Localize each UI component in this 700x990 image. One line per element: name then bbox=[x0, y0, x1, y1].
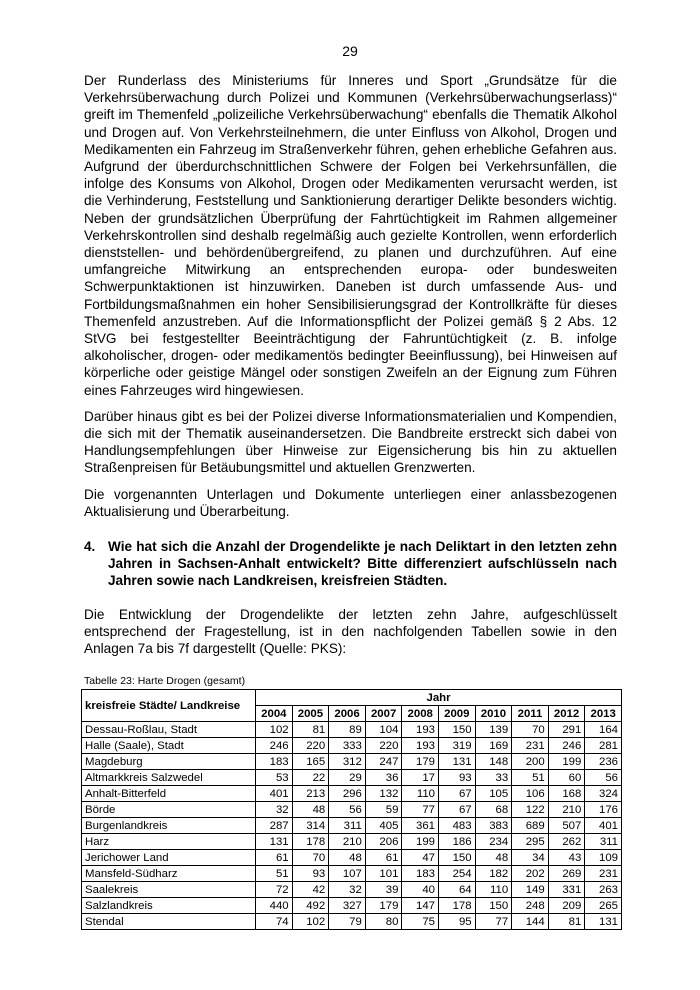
table-cell: 32 bbox=[256, 802, 293, 818]
table-cell: 144 bbox=[512, 914, 549, 930]
table-cell: 220 bbox=[292, 738, 329, 754]
table-cell: 231 bbox=[512, 738, 549, 754]
year-header: 2004 bbox=[256, 706, 293, 722]
table-cell: 265 bbox=[585, 898, 622, 914]
table-cell: 106 bbox=[512, 786, 549, 802]
table-cell: 48 bbox=[329, 850, 366, 866]
table-cell: 296 bbox=[329, 786, 366, 802]
year-group-header: Jahr bbox=[256, 690, 622, 706]
table-row bbox=[82, 818, 622, 834]
table-cell: 247 bbox=[365, 754, 402, 770]
table-cell: 48 bbox=[475, 850, 512, 866]
table-cell: 59 bbox=[365, 802, 402, 818]
table-cell: 193 bbox=[402, 738, 439, 754]
table-cell: 311 bbox=[585, 834, 622, 850]
region-name: Dessau-Roßlau, Stadt bbox=[82, 722, 256, 738]
table-row bbox=[82, 834, 622, 850]
region-name: Halle (Saale), Stadt bbox=[82, 738, 256, 754]
table-cell: 104 bbox=[365, 722, 402, 738]
table-cell: 311 bbox=[329, 818, 366, 834]
region-name: Salzlandkreis bbox=[82, 898, 256, 914]
table-cell: 56 bbox=[329, 802, 366, 818]
corner-header: kreisfreie Städte/ Landkreise bbox=[82, 690, 256, 722]
table-cell: 61 bbox=[365, 850, 402, 866]
table-cell: 81 bbox=[292, 722, 329, 738]
table-cell: 95 bbox=[439, 914, 476, 930]
table-cell: 169 bbox=[475, 738, 512, 754]
table-cell: 89 bbox=[329, 722, 366, 738]
table-cell: 43 bbox=[548, 850, 585, 866]
table-cell: 199 bbox=[402, 834, 439, 850]
table-cell: 333 bbox=[329, 738, 366, 754]
table-row bbox=[82, 786, 622, 802]
region-name: Harz bbox=[82, 834, 256, 850]
year-header: 2013 bbox=[585, 706, 622, 722]
table-cell: 33 bbox=[475, 770, 512, 786]
table-cell: 131 bbox=[585, 914, 622, 930]
table-cell: 231 bbox=[585, 866, 622, 882]
table-cell: 74 bbox=[256, 914, 293, 930]
table-cell: 75 bbox=[402, 914, 439, 930]
table-cell: 149 bbox=[512, 882, 549, 898]
table-cell: 122 bbox=[512, 802, 549, 818]
region-name: Magdeburg bbox=[82, 754, 256, 770]
table-cell: 68 bbox=[475, 802, 512, 818]
table-cell: 183 bbox=[256, 754, 293, 770]
table-cell: 178 bbox=[292, 834, 329, 850]
table-cell: 110 bbox=[402, 786, 439, 802]
table-cell: 40 bbox=[402, 882, 439, 898]
table-cell: 401 bbox=[585, 818, 622, 834]
table-cell: 64 bbox=[439, 882, 476, 898]
table-cell: 689 bbox=[512, 818, 549, 834]
year-header: 2007 bbox=[365, 706, 402, 722]
table-cell: 80 bbox=[365, 914, 402, 930]
paragraph: Die vorgenannten Unterlagen und Dokumente unterliegen einer anlassbezogenen Aktualisierung und Überarbeitung. bbox=[84, 486, 617, 519]
table-cell: 331 bbox=[548, 882, 585, 898]
table-cell: 51 bbox=[256, 866, 293, 882]
table-cell: 263 bbox=[585, 882, 622, 898]
region-name: Stendal bbox=[82, 914, 256, 930]
region-name: Börde bbox=[82, 802, 256, 818]
table-cell: 72 bbox=[256, 882, 293, 898]
table-cell: 179 bbox=[402, 754, 439, 770]
table-cell: 34 bbox=[512, 850, 549, 866]
table-cell: 287 bbox=[256, 818, 293, 834]
paragraph: Der Runderlass des Ministeriums für Inneres und Sport „Grundsätze für die Verkehrsüberwachung durch Polizei und Kommunen (Verkehrsüberwachungserlass)“ greift im Themenfeld „polizeiliche Verkehrsüberwachung“ ebenfalls die Thematik Alkohol und Drogen auf. Von Verkehrsteilnehmern, die unter Einfluss von Alkohol, Drogen und Medikamenten ein Fahrzeug im Straßenverkehr führen, gehen erhebliche Gefahren aus. Aufgrund der überdurchschnittlichen Schwere der Folgen bei Verkehrsunfällen, die infolge des Konsums von Alkohol, Drogen oder Medikamenten verursacht werden, ist die Verhinderung, Feststellung und Sanktionierung derartiger Delikte besonders wichtig. Neben der grundsätzlichen Überprüfung der Fahrtüchtigkeit im Rahmen allgemeiner Verkehrskontrollen sind deshalb regelmäßig auch gezielte Kontrollen, wenn erforderlich dienststellen- und behördenübergreifend, zu planen und durchzuführen. Auf eine umfangreiche Mitwirkung an entsprechenden europa- oder bundesweiten Schwerpunktaktionen ist hinzuwirken. Daneben ist durch umfassende Aus- und Fortbildungsmaßnahmen ein hoher Sensibilisierungsgrad der Kontrollkräfte für dieses Themenfeld anzustreben. Auf die Informationspflicht der Polizei gemäß § 2 Abs. 12 StVG bei festgestellter Beeinträchtigung der Fahruntüchtigkeit (z. B. infolge alkoholischer, drogen- oder medikamentös bedingter Beeinflussung), bei Hinweisen auf körperliche oder geistige Mängel oder sonstigen Zweifeln an der Eignung zum Führen eines Fahrzeuges wird hingewiesen. bbox=[84, 73, 617, 398]
table-cell: 56 bbox=[585, 770, 622, 786]
table-cell: 107 bbox=[329, 866, 366, 882]
table-cell: 17 bbox=[402, 770, 439, 786]
table-cell: 147 bbox=[402, 898, 439, 914]
table-cell: 193 bbox=[402, 722, 439, 738]
table-cell: 110 bbox=[475, 882, 512, 898]
table-body bbox=[82, 722, 622, 930]
table-cell: 77 bbox=[402, 802, 439, 818]
table-row bbox=[82, 866, 622, 882]
answer-intro: Die Entwicklung der Drogendelikte der letzten zehn Jahre, aufgeschlüsselt entsprechend der Fragestellung, ist in den nachfolgenden Tabellen sowie in den Anlagen 7a bis 7f dargestellt (Quelle: PKS): bbox=[84, 606, 617, 657]
table-cell: 200 bbox=[512, 754, 549, 770]
question-text: Wie hat sich die Anzahl der Drogendelikte je nach Deliktart in den letzten zehn Jahren in Sachsen-Anhalt entwickelt? Bitte differenziert aufschlüsseln nach Jahren sowie nach Landkreisen, kreisfreien Städten. bbox=[108, 539, 617, 589]
table-cell: 39 bbox=[365, 882, 402, 898]
paragraph: Darüber hinaus gibt es bei der Polizei diverse Informationsmaterialien und Kompendien, die sich mit der Thematik auseinandersetzen. Die Bandbreite erstreckt sich dabei von Handlungsempfehlungen über Hinweise zur Eigensicherung bis hin zu aktuellen Straßenpreisen für Betäubungsmittel und aktuellen Grenzwerten. bbox=[84, 408, 617, 476]
table-row bbox=[82, 882, 622, 898]
table-cell: 179 bbox=[365, 898, 402, 914]
region-name: Mansfeld-Südharz bbox=[82, 866, 256, 882]
year-header: 2005 bbox=[292, 706, 329, 722]
table-cell: 213 bbox=[292, 786, 329, 802]
table-cell: 148 bbox=[475, 754, 512, 770]
question-number: 4. bbox=[84, 539, 96, 555]
table-cell: 210 bbox=[329, 834, 366, 850]
table-cell: 36 bbox=[365, 770, 402, 786]
table-cell: 79 bbox=[329, 914, 366, 930]
table-cell: 150 bbox=[439, 850, 476, 866]
table-cell: 246 bbox=[548, 738, 585, 754]
table-cell: 102 bbox=[256, 722, 293, 738]
table-cell: 405 bbox=[365, 818, 402, 834]
table-cell: 483 bbox=[439, 818, 476, 834]
data-table bbox=[81, 689, 622, 930]
table-cell: 101 bbox=[365, 866, 402, 882]
table-row bbox=[82, 898, 622, 914]
table-cell: 210 bbox=[548, 802, 585, 818]
table-cell: 178 bbox=[439, 898, 476, 914]
table-cell: 327 bbox=[329, 898, 366, 914]
table-cell: 70 bbox=[292, 850, 329, 866]
table-cell: 150 bbox=[475, 898, 512, 914]
table-cell: 236 bbox=[585, 754, 622, 770]
region-name: Burgenlandkreis bbox=[82, 818, 256, 834]
table-cell: 168 bbox=[548, 786, 585, 802]
table-cell: 295 bbox=[512, 834, 549, 850]
table-cell: 105 bbox=[475, 786, 512, 802]
table-cell: 262 bbox=[548, 834, 585, 850]
table-row bbox=[82, 770, 622, 786]
table-caption: Tabelle 23: Harte Drogen (gesamt) bbox=[84, 675, 246, 688]
table-cell: 150 bbox=[439, 722, 476, 738]
table-cell: 269 bbox=[548, 866, 585, 882]
table-cell: 248 bbox=[512, 898, 549, 914]
table-row bbox=[82, 722, 622, 738]
table-cell: 254 bbox=[439, 866, 476, 882]
table-cell: 48 bbox=[292, 802, 329, 818]
region-name: Altmarkkreis Salzwedel bbox=[82, 770, 256, 786]
table-row bbox=[82, 738, 622, 754]
year-header: 2010 bbox=[475, 706, 512, 722]
table-cell: 383 bbox=[475, 818, 512, 834]
table-cell: 53 bbox=[256, 770, 293, 786]
table-cell: 22 bbox=[292, 770, 329, 786]
year-header: 2008 bbox=[402, 706, 439, 722]
table-cell: 93 bbox=[292, 866, 329, 882]
table-cell: 139 bbox=[475, 722, 512, 738]
table-cell: 131 bbox=[439, 754, 476, 770]
table-cell: 492 bbox=[292, 898, 329, 914]
table-cell: 361 bbox=[402, 818, 439, 834]
table-row bbox=[82, 754, 622, 770]
table-cell: 401 bbox=[256, 786, 293, 802]
year-header: 2012 bbox=[548, 706, 585, 722]
table-row bbox=[82, 802, 622, 818]
table-cell: 246 bbox=[256, 738, 293, 754]
table-cell: 61 bbox=[256, 850, 293, 866]
table-cell: 77 bbox=[475, 914, 512, 930]
year-header: 2011 bbox=[512, 706, 549, 722]
table-cell: 312 bbox=[329, 754, 366, 770]
table-cell: 220 bbox=[365, 738, 402, 754]
table-cell: 70 bbox=[512, 722, 549, 738]
year-header: 2006 bbox=[329, 706, 366, 722]
table-cell: 132 bbox=[365, 786, 402, 802]
table-cell: 67 bbox=[439, 786, 476, 802]
table-cell: 29 bbox=[329, 770, 366, 786]
table-cell: 60 bbox=[548, 770, 585, 786]
table-cell: 199 bbox=[548, 754, 585, 770]
question-block bbox=[84, 538, 617, 590]
table-cell: 507 bbox=[548, 818, 585, 834]
table-cell: 51 bbox=[512, 770, 549, 786]
table-cell: 206 bbox=[365, 834, 402, 850]
table-cell: 234 bbox=[475, 834, 512, 850]
table-cell: 164 bbox=[585, 722, 622, 738]
table-cell: 319 bbox=[439, 738, 476, 754]
table-row bbox=[82, 850, 622, 866]
region-name: Jerichower Land bbox=[82, 850, 256, 866]
table-cell: 32 bbox=[329, 882, 366, 898]
table-cell: 67 bbox=[439, 802, 476, 818]
region-name: Saalekreis bbox=[82, 882, 256, 898]
table-cell: 176 bbox=[585, 802, 622, 818]
table-header-row bbox=[82, 690, 622, 706]
table-cell: 440 bbox=[256, 898, 293, 914]
table-cell: 183 bbox=[402, 866, 439, 882]
table-cell: 165 bbox=[292, 754, 329, 770]
year-header: 2009 bbox=[439, 706, 476, 722]
table-cell: 324 bbox=[585, 786, 622, 802]
table-cell: 102 bbox=[292, 914, 329, 930]
table-cell: 202 bbox=[512, 866, 549, 882]
table-row bbox=[82, 914, 622, 930]
page-number: 29 bbox=[342, 43, 358, 59]
table-cell: 109 bbox=[585, 850, 622, 866]
document-body bbox=[84, 72, 617, 930]
table-cell: 209 bbox=[548, 898, 585, 914]
table-cell: 42 bbox=[292, 882, 329, 898]
table-cell: 291 bbox=[548, 722, 585, 738]
table-cell: 186 bbox=[439, 834, 476, 850]
table-cell: 131 bbox=[256, 834, 293, 850]
table-cell: 81 bbox=[548, 914, 585, 930]
table-cell: 47 bbox=[402, 850, 439, 866]
table-cell: 93 bbox=[439, 770, 476, 786]
table-cell: 182 bbox=[475, 866, 512, 882]
table-cell: 281 bbox=[585, 738, 622, 754]
region-name: Anhalt-Bitterfeld bbox=[82, 786, 256, 802]
table-cell: 314 bbox=[292, 818, 329, 834]
